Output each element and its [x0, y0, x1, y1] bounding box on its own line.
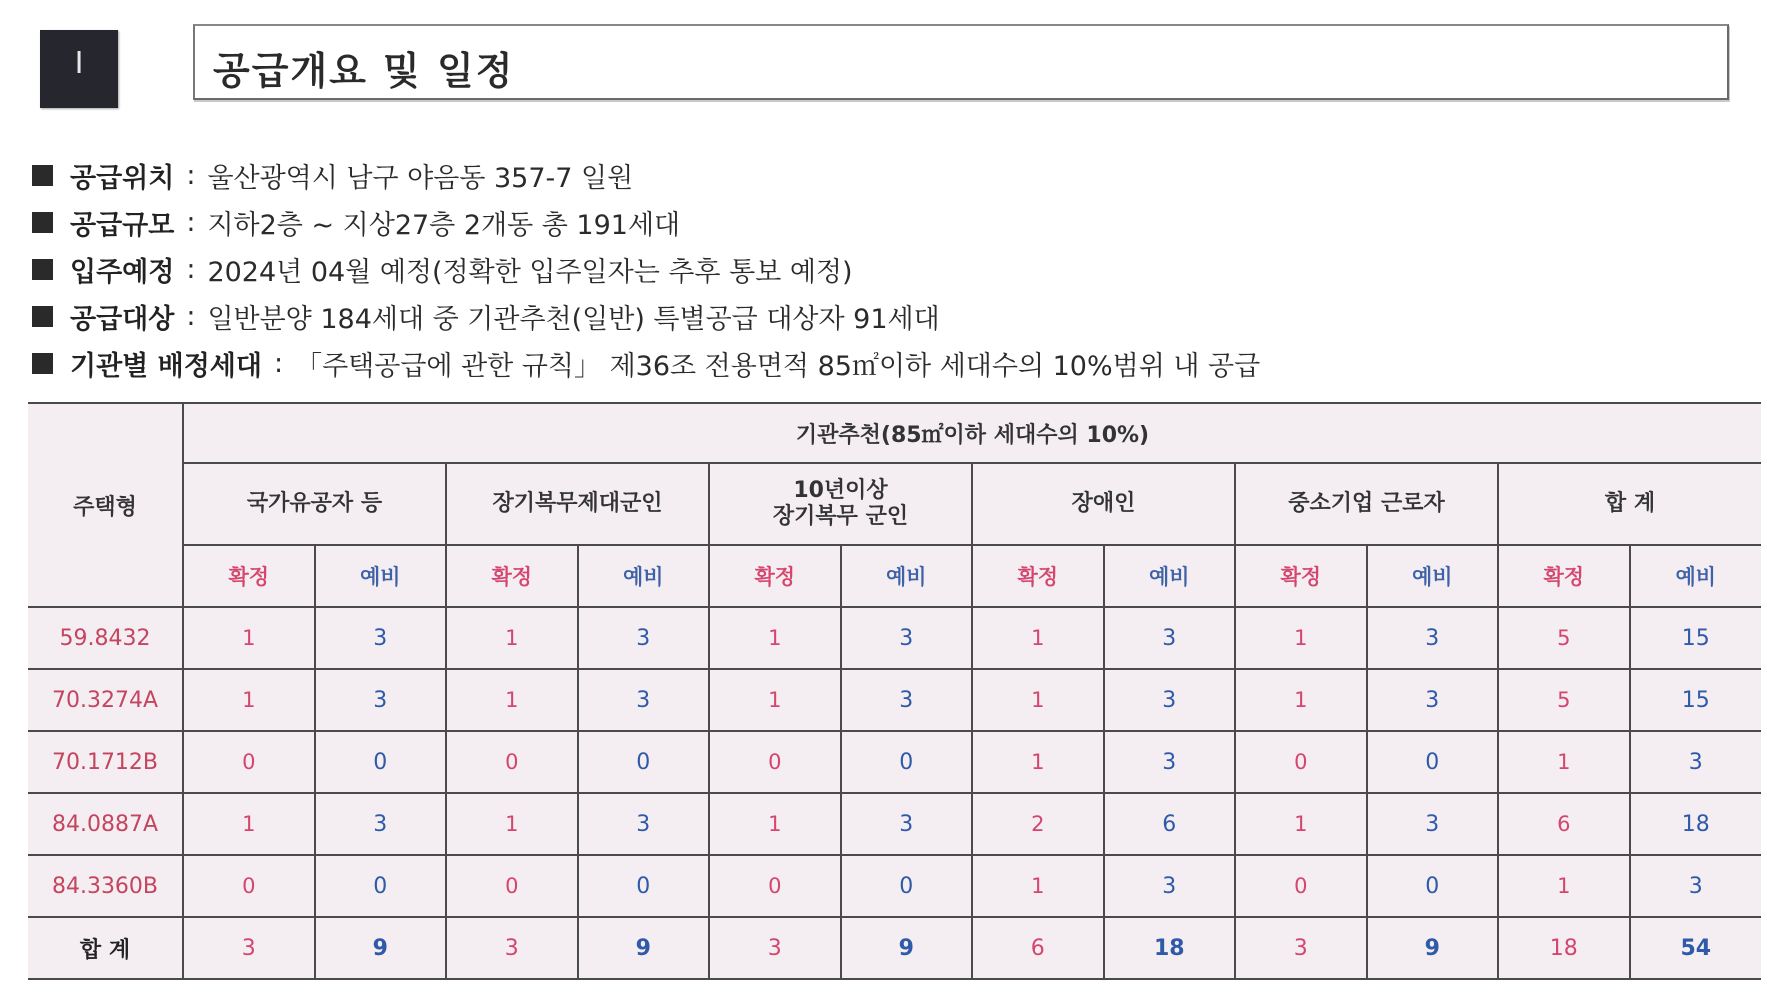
reserve-header: 예비	[841, 545, 973, 607]
reserve-count-cell: 0	[578, 855, 710, 917]
reserve-count-cell: 9	[578, 917, 710, 979]
reserve-count-cell: 18	[1630, 793, 1762, 855]
confirm-count-cell: 3	[446, 917, 578, 979]
reserve-count-cell: 54	[1630, 917, 1762, 979]
reserve-header: 예비	[1367, 545, 1499, 607]
table-row	[28, 731, 1761, 793]
housing-type-cell: 59.8432	[28, 607, 183, 669]
confirm-header: 확정	[972, 545, 1104, 607]
info-value: 2024년 04월 예정(정확한 입주일자는 추후 통보 예정)	[207, 257, 853, 288]
confirm-count-cell: 0	[1235, 731, 1367, 793]
bullet-square-icon	[32, 212, 53, 233]
info-row-move-in: 입주예정 : 2024년 04월 예정(정확한 입주일자는 추후 통보 예정)	[32, 246, 1732, 293]
confirm-count-cell: 0	[183, 731, 315, 793]
reserve-count-cell: 9	[841, 917, 973, 979]
reserve-count-cell: 0	[1367, 855, 1499, 917]
confirm-count-cell: 1	[183, 669, 315, 731]
reserve-count-cell: 3	[1104, 669, 1236, 731]
reserve-count-cell: 15	[1630, 607, 1762, 669]
housing-type-cell: 70.3274A	[28, 669, 183, 731]
confirm-count-cell: 0	[1235, 855, 1367, 917]
category-header: 장애인	[972, 463, 1235, 545]
reserve-count-cell: 15	[1630, 669, 1762, 731]
info-row-target: 공급대상 : 일반분양 184세대 중 기관추천(일반) 특별공급 대상자 91세대	[32, 293, 1732, 340]
confirm-count-cell: 0	[709, 855, 841, 917]
reserve-count-cell: 3	[1367, 669, 1499, 731]
reserve-count-cell: 3	[1104, 607, 1236, 669]
housing-type-cell: 70.1712B	[28, 731, 183, 793]
section-numeral: Ⅰ	[74, 47, 84, 80]
reserve-count-cell: 3	[315, 793, 447, 855]
confirm-count-cell: 1	[709, 607, 841, 669]
total-row	[28, 917, 1761, 979]
bullet-square-icon	[32, 353, 53, 374]
info-label: 공급규모	[70, 210, 175, 241]
reserve-header: 예비	[578, 545, 710, 607]
confirm-count-cell: 0	[446, 855, 578, 917]
confirm-count-cell: 1	[446, 669, 578, 731]
info-row-location: 공급위치 : 울산광역시 남구 야음동 357-7 일원	[32, 152, 1732, 199]
info-label: 공급위치	[70, 163, 175, 194]
reserve-count-cell: 3	[578, 607, 710, 669]
confirm-count-cell: 1	[972, 669, 1104, 731]
category-header: 합 계	[1498, 463, 1761, 545]
confirm-count-cell: 1	[972, 607, 1104, 669]
confirm-count-cell: 1	[972, 731, 1104, 793]
confirm-count-cell: 5	[1498, 669, 1630, 731]
reserve-count-cell: 3	[1104, 731, 1236, 793]
reserve-count-cell: 6	[1104, 793, 1236, 855]
confirm-header: 확정	[1235, 545, 1367, 607]
allocation-table-container	[28, 402, 1761, 978]
info-value: 「주택공급에 관한 규칙」 제36조 전용면적 85㎡이하 세대수의 10%범위 내 공급	[295, 351, 1261, 382]
reserve-count-cell: 3	[315, 607, 447, 669]
reserve-count-cell: 3	[315, 669, 447, 731]
info-value: 울산광역시 남구 야음동 357-7 일원	[207, 163, 634, 194]
confirm-count-cell: 3	[183, 917, 315, 979]
confirm-count-cell: 1	[446, 793, 578, 855]
info-value: 일반분양 184세대 중 기관추천(일반) 특별공급 대상자 91세대	[207, 304, 940, 335]
housing-type-header: 주택형	[28, 403, 183, 607]
confirm-count-cell: 1	[1498, 855, 1630, 917]
reserve-count-cell: 9	[315, 917, 447, 979]
confirm-count-cell: 1	[183, 607, 315, 669]
total-label: 합 계	[28, 917, 183, 979]
reserve-count-cell: 3	[1630, 855, 1762, 917]
table-row	[28, 669, 1761, 731]
table-row	[28, 793, 1761, 855]
reserve-count-cell: 3	[1104, 855, 1236, 917]
confirm-count-cell: 1	[1235, 669, 1367, 731]
confirm-count-cell: 1	[709, 793, 841, 855]
confirm-count-cell: 1	[709, 669, 841, 731]
confirm-header: 확정	[183, 545, 315, 607]
reserve-count-cell: 3	[1630, 731, 1762, 793]
bullet-square-icon	[32, 165, 53, 186]
bullet-square-icon	[32, 306, 53, 327]
confirm-count-cell: 1	[1498, 731, 1630, 793]
confirm-count-cell: 3	[709, 917, 841, 979]
section-number-box	[40, 30, 118, 108]
confirm-count-cell: 1	[446, 607, 578, 669]
info-label: 공급대상	[70, 304, 175, 335]
group-header: 기관추천(85㎡이하 세대수의 10%)	[183, 403, 1761, 463]
reserve-count-cell: 0	[841, 731, 973, 793]
confirm-count-cell: 6	[972, 917, 1104, 979]
housing-type-cell: 84.3360B	[28, 855, 183, 917]
reserve-header: 예비	[1630, 545, 1762, 607]
reserve-count-cell: 3	[841, 669, 973, 731]
confirm-count-cell: 0	[446, 731, 578, 793]
section-title-box	[193, 24, 1729, 100]
category-header: 중소기업 근로자	[1235, 463, 1498, 545]
reserve-count-cell: 0	[841, 855, 973, 917]
reserve-count-cell: 9	[1367, 917, 1499, 979]
reserve-count-cell: 0	[315, 855, 447, 917]
category-header: 10년이상 장기복무 군인	[709, 463, 972, 545]
reserve-count-cell: 0	[578, 731, 710, 793]
reserve-header: 예비	[1104, 545, 1236, 607]
info-row-scale: 공급규모 : 지하2층 ~ 지상27층 2개동 총 191세대	[32, 199, 1732, 246]
category-header: 장기복무제대군인	[446, 463, 709, 545]
confirm-count-cell: 1	[972, 855, 1104, 917]
confirm-count-cell: 0	[183, 855, 315, 917]
confirm-count-cell: 0	[709, 731, 841, 793]
confirm-count-cell: 1	[183, 793, 315, 855]
confirm-count-cell: 18	[1498, 917, 1630, 979]
reserve-count-cell: 3	[578, 793, 710, 855]
confirm-header: 확정	[446, 545, 578, 607]
info-label: 기관별 배정세대	[70, 351, 262, 382]
info-row-allocation: 기관별 배정세대 : 「주택공급에 관한 규칙」 제36조 전용면적 85㎡이하 세대수의 10%범위 내 공급	[32, 340, 1732, 387]
table-row	[28, 855, 1761, 917]
reserve-count-cell: 18	[1104, 917, 1236, 979]
confirm-count-cell: 1	[1235, 793, 1367, 855]
category-header: 국가유공자 등	[183, 463, 446, 545]
reserve-count-cell: 3	[1367, 607, 1499, 669]
reserve-count-cell: 3	[578, 669, 710, 731]
page-title: 공급개요 및 일정	[213, 49, 515, 93]
confirm-header: 확정	[1498, 545, 1630, 607]
bullet-square-icon	[32, 259, 53, 280]
reserve-count-cell: 3	[841, 793, 973, 855]
reserve-count-cell: 3	[1367, 793, 1499, 855]
confirm-count-cell: 1	[1235, 607, 1367, 669]
confirm-count-cell: 5	[1498, 607, 1630, 669]
supply-info-list	[32, 152, 1732, 387]
reserve-count-cell: 0	[1367, 731, 1499, 793]
reserve-count-cell: 3	[841, 607, 973, 669]
confirm-header: 확정	[709, 545, 841, 607]
allocation-table	[28, 402, 1761, 980]
info-value: 지하2층 ~ 지상27층 2개동 총 191세대	[207, 210, 681, 241]
housing-type-cell: 84.0887A	[28, 793, 183, 855]
table-row	[28, 607, 1761, 669]
reserve-header: 예비	[315, 545, 447, 607]
confirm-count-cell: 2	[972, 793, 1104, 855]
info-label: 입주예정	[70, 257, 175, 288]
confirm-count-cell: 6	[1498, 793, 1630, 855]
confirm-count-cell: 3	[1235, 917, 1367, 979]
reserve-count-cell: 0	[315, 731, 447, 793]
